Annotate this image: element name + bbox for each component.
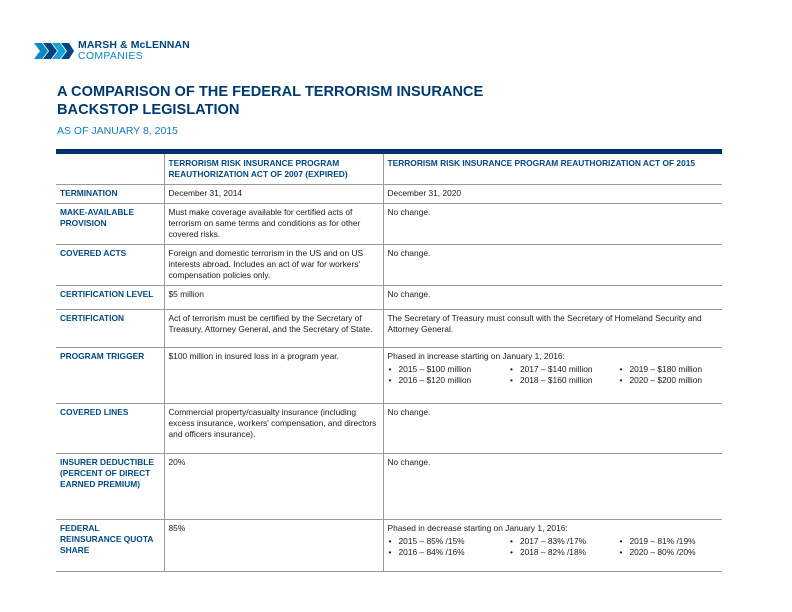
table-row	[56, 286, 722, 310]
cell-2015-act-text: December 31, 2020	[387, 188, 462, 198]
cell-2015-act-text: No change.	[387, 207, 431, 217]
cell-2007-act: $100 million in insured loss in a program year.	[164, 348, 383, 404]
table-row	[56, 245, 722, 286]
table-row	[56, 520, 722, 572]
cell-2015-act-text: Phased in increase starting on January 1, 2016:	[387, 351, 565, 361]
phase-schedule-item: • 2015 – 85% /15%	[388, 536, 509, 547]
phase-schedule-column	[618, 364, 718, 386]
cell-2015-act	[383, 185, 722, 204]
cell-2015-act	[383, 348, 722, 404]
header-cell-blank	[56, 154, 164, 185]
row-label: PROGRAM TRIGGER	[56, 348, 164, 404]
phase-schedule-list	[388, 536, 719, 558]
row-label: TERMINATION	[56, 185, 164, 204]
row-label: INSURER DEDUCTIBLE (PERCENT OF DIRECT EARNED PREMIUM)	[56, 454, 164, 520]
phase-schedule-item: • 2019 – 81% /19%	[618, 536, 718, 547]
table-row	[56, 310, 722, 348]
phase-schedule-item: • 2016 – $120 million	[388, 375, 509, 386]
cell-2007-act: 85%	[164, 520, 383, 572]
cell-2015-act	[383, 310, 722, 348]
table-row	[56, 454, 722, 520]
row-label: COVERED LINES	[56, 404, 164, 454]
phase-schedule-column	[388, 364, 509, 386]
phase-schedule-item: • 2020 – 80% /20%	[618, 547, 718, 558]
cell-2015-act	[383, 520, 722, 572]
company-logo	[34, 40, 190, 62]
phase-schedule-item: • 2018 – $160 million	[509, 375, 619, 386]
cell-2015-act	[383, 204, 722, 245]
cell-2007-act: Must make coverage available for certified acts of terrorism on same terms and conditions as for other covered risks.	[164, 204, 383, 245]
comparison-table	[56, 154, 722, 572]
phase-schedule-column	[388, 536, 509, 558]
cell-2015-act-text: No change.	[387, 248, 431, 258]
phase-schedule-column	[509, 364, 619, 386]
row-label: FEDERAL REINSURANCE QUOTA SHARE	[56, 520, 164, 572]
phase-schedule-item: • 2016 – 84% /16%	[388, 547, 509, 558]
cell-2015-act	[383, 245, 722, 286]
cell-2015-act	[383, 454, 722, 520]
phase-schedule-item: • 2020 – $200 million	[618, 375, 718, 386]
table-header-row	[56, 154, 722, 185]
table-row	[56, 185, 722, 204]
logo-name: MARSH & McLENNAN	[78, 39, 190, 51]
table-row	[56, 404, 722, 454]
header-cell-2007-act: TERRORISM RISK INSURANCE PROGRAM REAUTHORIZATION ACT OF 2007 (EXPIRED)	[164, 154, 383, 185]
cell-2007-act: Commercial property/casualty insurance (including excess insurance, workers' compensation, and directors and officers insurance).	[164, 404, 383, 454]
phase-schedule-item: • 2019 – $180 million	[618, 364, 718, 375]
phase-schedule-item: • 2015 – $100 million	[388, 364, 509, 375]
cell-2015-act-text: No change.	[387, 457, 431, 467]
logo-chevron-icon	[34, 40, 74, 62]
table-row	[56, 348, 722, 404]
phase-schedule-item: • 2018 – 82% /18%	[509, 547, 619, 558]
cell-2007-act: December 31, 2014	[164, 185, 383, 204]
phase-schedule-column	[509, 536, 619, 558]
cell-2015-act-text: No change.	[387, 407, 431, 417]
cell-2015-act-text: The Secretary of Treasury must consult with the Secretary of Homeland Security and Attorney General.	[387, 313, 702, 334]
row-label: MAKE-AVAILABLE PROVISION	[56, 204, 164, 245]
phase-schedule-column	[618, 536, 718, 558]
table-row	[56, 204, 722, 245]
cell-2007-act: Foreign and domestic terrorism in the US and on US interests abroad. Includes an act of war for workers' compensation policies only.	[164, 245, 383, 286]
header-cell-2015-act: TERRORISM RISK INSURANCE PROGRAM REAUTHORIZATION ACT OF 2015	[383, 154, 722, 185]
page-title-line1: A COMPARISON OF THE FEDERAL TERRORISM INSURANCE	[57, 84, 484, 100]
page-title	[57, 83, 483, 119]
phase-schedule-list	[388, 364, 719, 386]
page-subtitle: AS OF JANUARY 8, 2015	[57, 125, 179, 137]
cell-2015-act	[383, 404, 722, 454]
page-title-line2: BACKSTOP LEGISLATION	[57, 102, 240, 118]
cell-2007-act: $5 million	[164, 286, 383, 310]
row-label: CERTIFICATION	[56, 310, 164, 348]
cell-2015-act-text: No change.	[387, 289, 431, 299]
cell-2007-act: 20%	[164, 454, 383, 520]
cell-2015-act-text: Phased in decrease starting on January 1, 2016:	[387, 523, 568, 533]
phase-schedule-item: • 2017 – 83% /17%	[509, 536, 619, 547]
logo-subname: COMPANIES	[78, 50, 143, 62]
row-label: CERTIFICATION LEVEL	[56, 286, 164, 310]
cell-2007-act: Act of terrorism must be certified by the Secretary of Treasury, Attorney General, and the Secretary of State.	[164, 310, 383, 348]
row-label: COVERED ACTS	[56, 245, 164, 286]
phase-schedule-item: • 2017 – $140 million	[509, 364, 619, 375]
cell-2015-act	[383, 286, 722, 310]
